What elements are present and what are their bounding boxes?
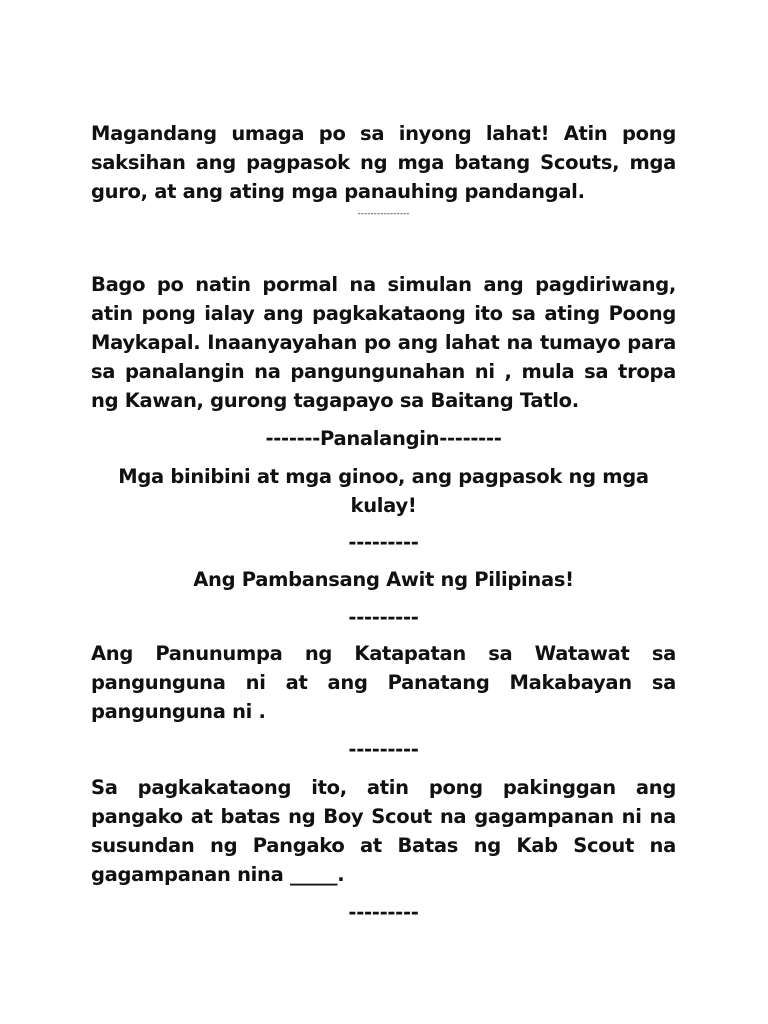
divider-line: ---------	[348, 531, 419, 554]
pledge-paragraph: Ang Panunumpa ng Katapatan sa Watawat sa pangunguna ni at ang Panatang Makabayan sa pangunguna ni .	[91, 642, 676, 723]
colors-paragraph: Mga binibini at mga ginoo, ang pagpasok ng mga kulay!	[118, 465, 649, 517]
prayer-intro-paragraph: Bago po natin pormal na simulan ang pagdiriwang, atin pong ialay ang pagkakataong ito sa ating Poong Maykapal. Inaanyayahan po ang lahat na tumayo para sa panalangin na pangungunahan ni , mula sa tropa ng Kawan, gurong tagapayo sa Baitang Tatlo.	[91, 273, 676, 412]
divider-line: ---------	[348, 738, 419, 761]
welcome-paragraph: Magandang umaga po sa inyong lahat! Atin pong saksihan ang pagpasok ng mga batang Scouts, mga guro, at ang ating mga panauhing pandangal.	[91, 122, 676, 203]
scout-oath-paragraph: Sa pagkakataong ito, atin pong pakinggan ang pangako at batas ng Boy Scout na gagampanan ni na susundan ng Pangako at Batas ng Kab Scout na gagampanan nina _____.	[91, 776, 676, 886]
divider-line: ---------	[348, 901, 419, 924]
prayer-heading: -------Panalangin--------	[265, 427, 502, 450]
document-body	[91, 119, 676, 927]
small-divider: ----------------	[357, 209, 410, 219]
anthem-paragraph: Ang Pambansang Awit ng Pilipinas!	[193, 568, 574, 591]
divider-line: ---------	[348, 606, 419, 629]
